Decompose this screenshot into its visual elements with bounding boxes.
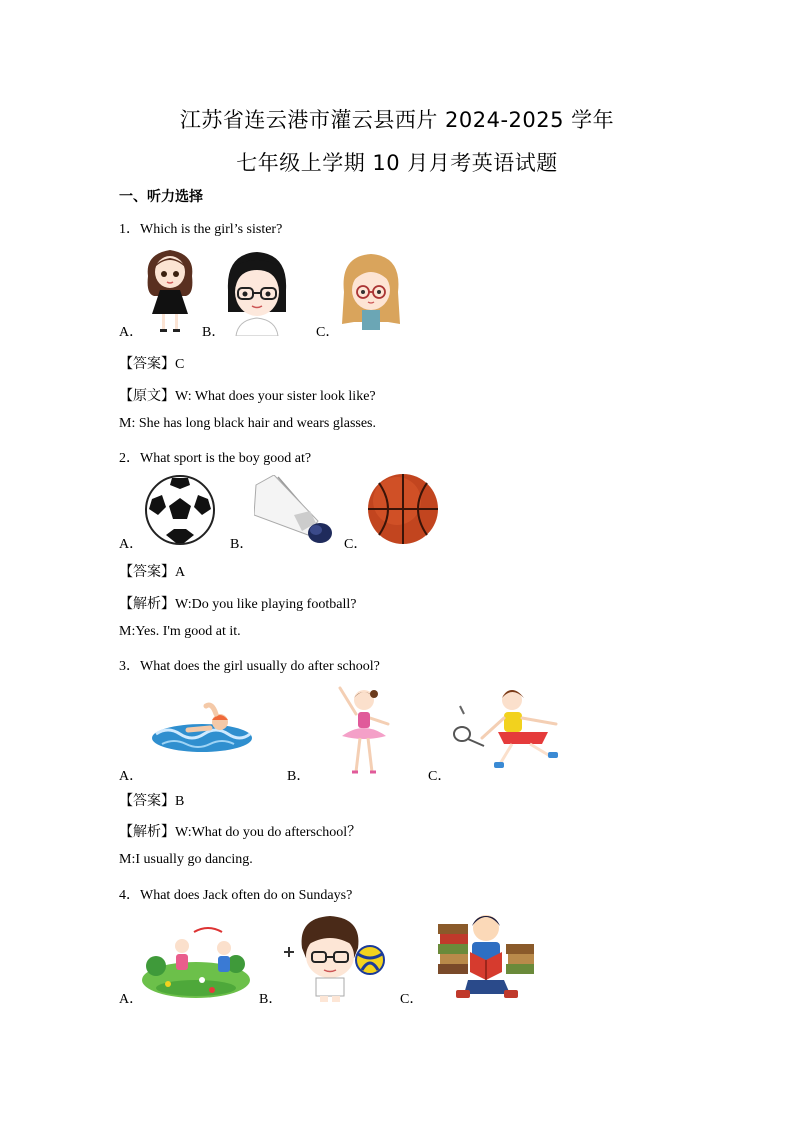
explanation-3-line-1: 【解析】W:What do you do afterschool？ — [119, 825, 362, 840]
swimming-picture — [150, 700, 254, 754]
transcript-1-line-2: M: She has long black hair and wears glasses. — [119, 416, 376, 431]
transcript-1-line-1: 【原文】W: What does your sister look like? — [119, 389, 376, 404]
option-a-label: A． — [119, 325, 144, 340]
football-picture — [144, 473, 216, 547]
explanation-2-line-1: 【解析】W:Do you like playing football? — [119, 597, 357, 612]
basketball-picture — [367, 473, 439, 545]
option-c-label: C． — [428, 769, 452, 784]
question-text: Which is the girl’s sister? — [140, 222, 283, 237]
boy-volleyball-picture — [284, 912, 388, 1002]
girl-long-hair-glasses-picture — [340, 252, 402, 334]
question-number: 4． — [119, 888, 140, 903]
question-number: 3． — [119, 659, 140, 674]
ballet-dancing-picture — [332, 684, 394, 776]
answer-2: 【答案】A — [119, 565, 186, 580]
explanation-2-line-2: M:Yes. I'm good at it. — [119, 624, 241, 639]
girl-glasses-short-hair-picture — [224, 250, 290, 336]
option-c-label: C． — [316, 325, 340, 340]
section-title: 一、听力选择 — [119, 189, 203, 205]
shuttlecock-picture — [254, 475, 336, 547]
option-a-label: A． — [119, 769, 144, 784]
option-b-label: B． — [259, 992, 283, 1007]
option-b-label: B． — [230, 537, 254, 552]
document-title-line1: 江苏省连云港市灌云县西片 2024-2025 学年 — [179, 108, 615, 132]
girl-black-dress-picture — [140, 246, 200, 334]
option-b-label: B． — [202, 325, 226, 340]
explanation-3-line-2: M:I usually go dancing. — [119, 852, 253, 867]
answer-1: 【答案】C — [119, 357, 185, 372]
option-a-label: A． — [119, 537, 144, 552]
question-number: 2． — [119, 451, 140, 466]
question-4 — [119, 884, 352, 904]
question-1 — [119, 218, 282, 238]
question-2 — [119, 447, 311, 467]
park-picnic-picture — [138, 918, 256, 1000]
document-title-line2: 七年级上学期 10 月月考英语试题 — [236, 151, 558, 175]
question-text: What sport is the boy good at? — [140, 451, 312, 466]
boy-reading-books-picture — [434, 910, 538, 1002]
option-b-label: B． — [287, 769, 311, 784]
question-text: What does the girl usually do after school? — [140, 659, 380, 674]
answer-3: 【答案】B — [119, 794, 185, 809]
question-text: What does Jack often do on Sundays? — [140, 888, 353, 903]
option-c-label: C． — [344, 537, 368, 552]
question-number: 1． — [119, 222, 140, 237]
option-c-label: C． — [400, 992, 424, 1007]
option-a-label: A． — [119, 992, 144, 1007]
question-3 — [119, 655, 380, 675]
badminton-picture — [452, 686, 562, 776]
